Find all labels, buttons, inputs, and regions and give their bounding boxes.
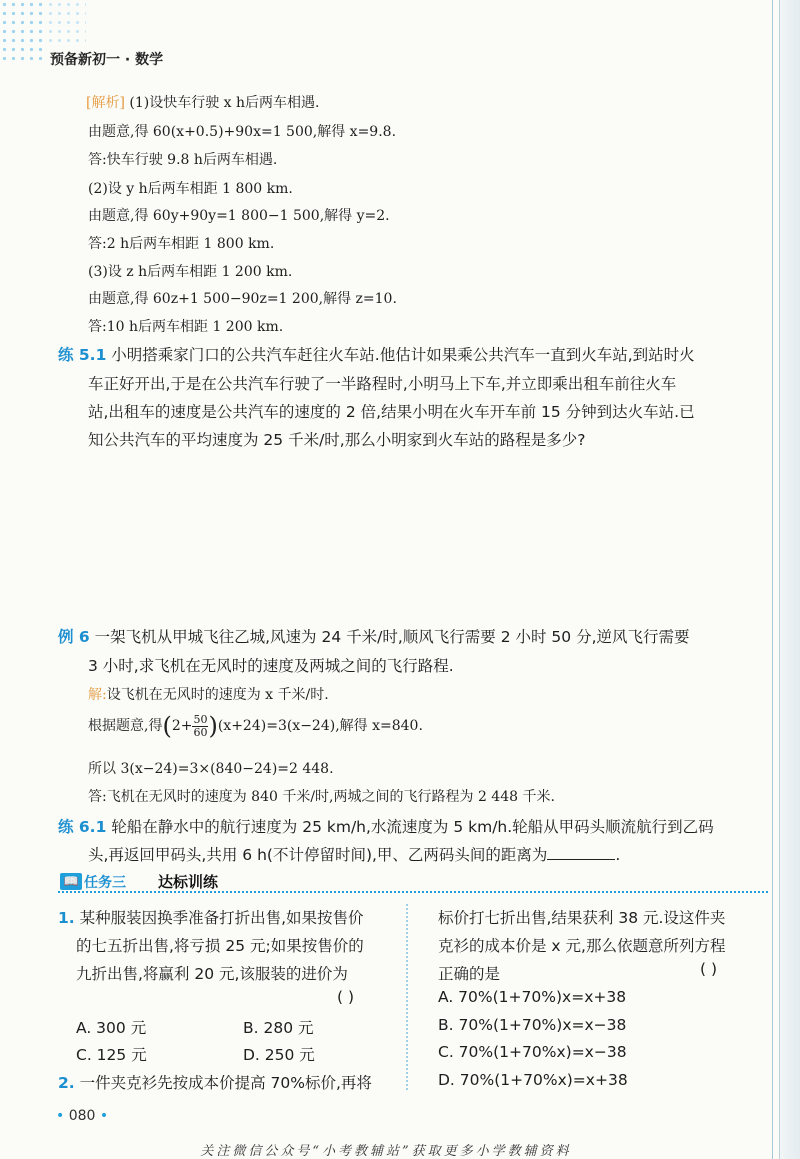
analysis-line-5: 由题意,得 60y+90y=1 800−1 500,解得 y=2. xyxy=(88,208,390,224)
q1-line-3: 九折出售,将赢利 20 元,该服装的进价为 xyxy=(76,965,348,983)
q1-line-2: 的七五折出售,将亏损 25 元;如果按售价的 xyxy=(76,937,364,955)
analysis-line-2: 由题意,得 60(x+0.5)+90x=1 500,解得 x=9.8. xyxy=(88,124,397,140)
exercise-5-1-line-4: 知公共汽车的平均速度为 25 千米/时,那么小明家到火车站的路程是多少? xyxy=(88,431,586,449)
q2-option-b[interactable]: B. 70%(1+70%)x=x−38 xyxy=(438,1016,627,1034)
analysis-line-7: (3)设 z h后两车相距 1 200 km. xyxy=(88,264,293,280)
exercise-6-1-label: 练 6.1 xyxy=(58,818,107,836)
q2-option-d[interactable]: D. 70%(1+70%x)=x+38 xyxy=(438,1071,628,1089)
page-number: • 080 • xyxy=(56,1108,109,1124)
book-icon: 📖 xyxy=(60,873,82,890)
exercise-5-1-label: 练 5.1 xyxy=(58,346,107,364)
analysis-tag: [解析] xyxy=(86,95,125,111)
exercise-5-1-line-1: 练 5.1 小明搭乘家门口的公共汽车赶往火车站.他估计如果乘公共汽车一直到火车站,到站时火 xyxy=(58,346,695,364)
analysis-line-3: 答:快车行驶 9.8 h后两车相遇. xyxy=(88,152,278,168)
answer-blank[interactable] xyxy=(547,845,615,860)
page-edge xyxy=(779,0,800,1159)
q2-line-2: 标价打七折出售,结果获利 38 元.设这件夹 xyxy=(438,909,726,927)
solution-line-1: 解:设飞机在无风时的速度为 x 千米/时. xyxy=(88,687,329,703)
solution-equation: 根据题意,得(2+ $\frac{50}{60}$ )(x+24)=3(x−24),解得 x=840. xyxy=(88,712,423,740)
task-divider xyxy=(58,891,768,893)
q2-line-1: 2. 一件夹克衫先按成本价提高 70%标价,再将 xyxy=(58,1074,372,1092)
q1-answer-paren[interactable]: ( ) xyxy=(337,988,355,1006)
solution-line-3: 所以 3(x−24)=3×(840−24)=2 448. xyxy=(88,761,334,777)
q2-option-c[interactable]: C. 70%(1+70%x)=x−38 xyxy=(438,1043,627,1061)
footer-note: 关注微信公众号“小考教辅站”获取更多小学教辅资料 xyxy=(200,1144,572,1159)
exercise-5-1-line-3: 站,出租车的速度是公共汽车的速度的 2 倍,结果小明在火车开车前 15 分钟到达火车站.已 xyxy=(88,403,695,421)
exercise-5-1-line-2: 车正好开出,于是在公共汽车行驶了一半路程时,小明马上下车,并立即乘出租车前往火车 xyxy=(88,375,677,393)
example-6-line-1: 例 6 一架飞机从甲城飞往乙城,风速为 24 千米/时,顺风飞行需要 2 小时 50 分,逆风飞行需要 xyxy=(58,628,690,646)
q2-line-3: 克衫的成本价是 x 元,那么依题意所列方程 xyxy=(438,937,726,955)
page-edge-line xyxy=(772,0,773,1159)
exercise-6-1-line-2: 头,再返回甲码头,共用 6 h(不计停留时间),甲、乙两码头间的距离为 . xyxy=(88,846,621,864)
corner-dot-pattern-light xyxy=(46,0,86,42)
analysis-line-4: (2)设 y h后两车相距 1 800 km. xyxy=(88,181,293,197)
analysis-line-9: 答:10 h后两车相距 1 200 km. xyxy=(88,319,284,335)
solution-line-4: 答:飞机在无风时的速度为 840 千米/时,两城之间的飞行路程为 2 448 千米. xyxy=(88,789,555,805)
column-divider xyxy=(406,904,408,1090)
q2-option-a[interactable]: A. 70%(1+70%)x=x+38 xyxy=(438,988,627,1006)
example-6-label: 例 6 xyxy=(58,628,90,646)
fraction: $\frac{50}{60}$ xyxy=(193,712,208,739)
solution-tag: 解: xyxy=(88,687,107,703)
analysis-line-6: 答:2 h后两车相距 1 800 km. xyxy=(88,236,275,252)
q1-option-d[interactable]: D. 250 元 xyxy=(243,1046,315,1064)
exercise-6-1-line-1: 练 6.1 轮船在静水中的航行速度为 25 km/h,水流速度为 5 km/h.轮船从甲码头顺流航行到乙码 xyxy=(58,818,714,836)
q1-option-c[interactable]: C. 125 元 xyxy=(76,1046,147,1064)
book-header: 预备新初一 · 数学 xyxy=(50,52,164,68)
q1-number: 1. xyxy=(58,909,75,927)
corner-dot-pattern xyxy=(0,0,46,60)
q1-line-1: 1. 某种服装因换季准备打折出售,如果按售价 xyxy=(58,909,364,927)
analysis-line-8: 由题意,得 60z+1 500−90z=1 200,解得 z=10. xyxy=(88,291,397,307)
q2-line-4: 正确的是 xyxy=(438,965,501,983)
q1-option-a[interactable]: A. 300 元 xyxy=(76,1019,147,1037)
task-name: 任务三 xyxy=(84,875,126,891)
q1-option-b[interactable]: B. 280 元 xyxy=(243,1019,314,1037)
task-section-bar xyxy=(58,871,768,893)
q2-number: 2. xyxy=(58,1074,75,1092)
analysis-line-1: [解析] (1)设快车行驶 x h后两车相遇. xyxy=(86,95,320,111)
q2-answer-paren[interactable]: ( ) xyxy=(700,960,718,978)
example-6-line-2: 3 小时,求飞机在无风时的速度及两城之间的飞行路程. xyxy=(88,657,454,675)
task-title: 达标训练 xyxy=(158,873,219,891)
